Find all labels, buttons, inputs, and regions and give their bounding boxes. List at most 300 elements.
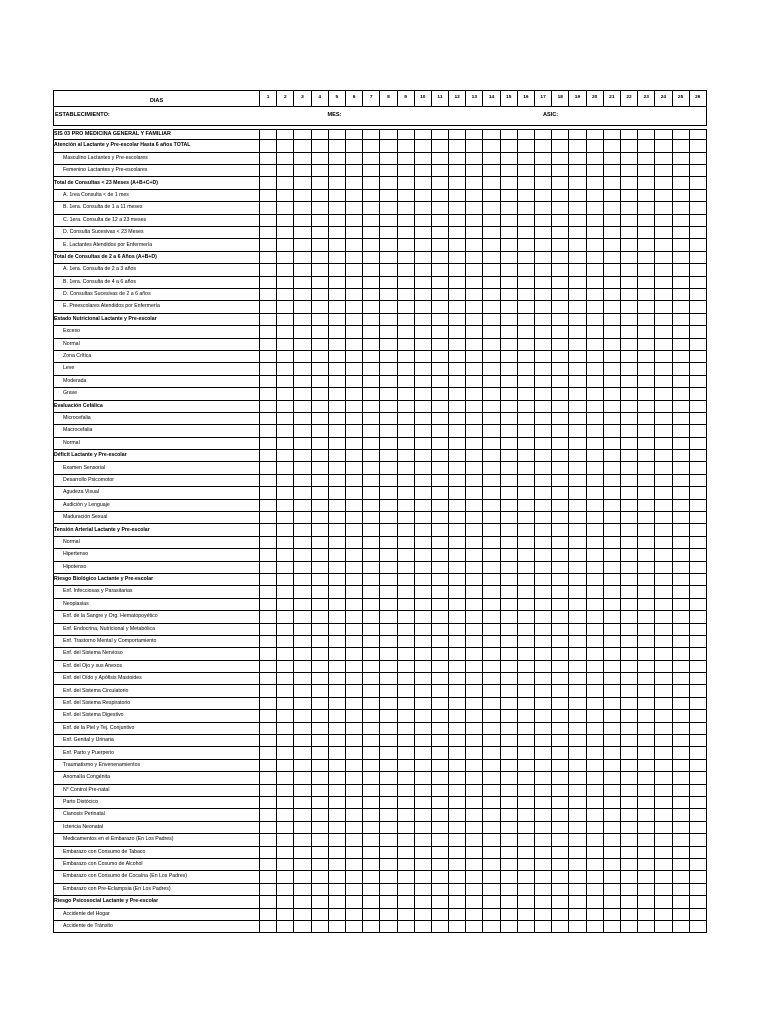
tally-cell[interactable] [586, 747, 603, 759]
tally-cell[interactable] [620, 623, 637, 635]
tally-cell[interactable] [397, 871, 414, 883]
tally-cell[interactable] [483, 400, 500, 412]
tally-cell[interactable] [552, 462, 569, 474]
tally-cell[interactable] [620, 883, 637, 895]
tally-cell[interactable] [586, 759, 603, 771]
tally-cell[interactable] [603, 214, 620, 226]
tally-cell[interactable] [466, 450, 483, 462]
tally-cell[interactable] [414, 276, 431, 288]
tally-cell[interactable] [655, 809, 672, 821]
tally-cell[interactable] [414, 920, 431, 932]
tally-cell[interactable] [552, 536, 569, 548]
tally-cell[interactable] [260, 239, 277, 251]
tally-cell[interactable] [311, 152, 328, 164]
tally-cell[interactable] [603, 313, 620, 325]
tally-cell[interactable] [672, 697, 689, 709]
tally-cell[interactable] [345, 648, 362, 660]
tally-cell[interactable] [655, 623, 672, 635]
tally-cell[interactable] [397, 165, 414, 177]
tally-cell[interactable] [431, 152, 448, 164]
tally-cell[interactable] [620, 685, 637, 697]
tally-cell[interactable] [535, 499, 552, 511]
tally-cell[interactable] [311, 896, 328, 908]
tally-cell[interactable] [380, 871, 397, 883]
tally-cell[interactable] [431, 549, 448, 561]
tally-cell[interactable] [569, 425, 586, 437]
tally-cell[interactable] [603, 524, 620, 536]
tally-cell[interactable] [466, 301, 483, 313]
tally-cell[interactable] [363, 561, 380, 573]
tally-cell[interactable] [517, 635, 534, 647]
tally-cell[interactable] [345, 450, 362, 462]
tally-cell[interactable] [603, 920, 620, 932]
tally-cell[interactable] [260, 586, 277, 598]
tally-cell[interactable] [311, 821, 328, 833]
tally-cell[interactable] [535, 450, 552, 462]
tally-cell[interactable] [483, 685, 500, 697]
tally-cell[interactable] [689, 152, 706, 164]
tally-cell[interactable] [672, 722, 689, 734]
tally-cell[interactable] [552, 759, 569, 771]
tally-cell[interactable] [363, 524, 380, 536]
tally-cell[interactable] [328, 858, 345, 870]
tally-cell[interactable] [277, 177, 294, 189]
tally-cell[interactable] [620, 412, 637, 424]
tally-cell[interactable] [397, 896, 414, 908]
tally-cell[interactable] [294, 350, 311, 362]
tally-cell[interactable] [397, 858, 414, 870]
tally-cell[interactable] [449, 499, 466, 511]
tally-cell[interactable] [431, 797, 448, 809]
tally-cell[interactable] [397, 648, 414, 660]
tally-cell[interactable] [260, 313, 277, 325]
tally-cell[interactable] [363, 660, 380, 672]
tally-cell[interactable] [620, 450, 637, 462]
tally-cell[interactable] [345, 549, 362, 561]
tally-cell[interactable] [500, 214, 517, 226]
tally-cell[interactable] [414, 883, 431, 895]
tally-cell[interactable] [466, 660, 483, 672]
tally-cell[interactable] [449, 759, 466, 771]
tally-cell[interactable] [586, 363, 603, 375]
tally-cell[interactable] [535, 487, 552, 499]
tally-cell[interactable] [586, 896, 603, 908]
tally-cell[interactable] [552, 858, 569, 870]
tally-cell[interactable] [345, 660, 362, 672]
tally-cell[interactable] [517, 350, 534, 362]
tally-cell[interactable] [603, 165, 620, 177]
tally-cell[interactable] [466, 189, 483, 201]
tally-cell[interactable] [466, 437, 483, 449]
tally-cell[interactable] [500, 363, 517, 375]
tally-cell[interactable] [414, 896, 431, 908]
tally-cell[interactable] [517, 363, 534, 375]
tally-cell[interactable] [655, 437, 672, 449]
tally-cell[interactable] [363, 858, 380, 870]
tally-cell[interactable] [277, 214, 294, 226]
tally-cell[interactable] [294, 214, 311, 226]
tally-cell[interactable] [655, 425, 672, 437]
tally-cell[interactable] [586, 152, 603, 164]
tally-cell[interactable] [569, 450, 586, 462]
tally-cell[interactable] [311, 697, 328, 709]
tally-cell[interactable] [431, 474, 448, 486]
tally-cell[interactable] [517, 920, 534, 932]
tally-cell[interactable] [466, 400, 483, 412]
tally-cell[interactable] [603, 846, 620, 858]
tally-cell[interactable] [620, 264, 637, 276]
tally-cell[interactable] [500, 152, 517, 164]
tally-cell[interactable] [620, 747, 637, 759]
tally-cell[interactable] [397, 685, 414, 697]
tally-cell[interactable] [569, 388, 586, 400]
tally-cell[interactable] [483, 920, 500, 932]
tally-cell[interactable] [363, 202, 380, 214]
tally-cell[interactable] [294, 375, 311, 387]
tally-cell[interactable] [483, 549, 500, 561]
tally-cell[interactable] [500, 177, 517, 189]
tally-cell[interactable] [689, 883, 706, 895]
tally-cell[interactable] [431, 735, 448, 747]
tally-cell[interactable] [552, 673, 569, 685]
tally-cell[interactable] [483, 536, 500, 548]
tally-cell[interactable] [483, 474, 500, 486]
tally-cell[interactable] [466, 598, 483, 610]
tally-cell[interactable] [260, 338, 277, 350]
tally-cell[interactable] [449, 821, 466, 833]
tally-cell[interactable] [638, 239, 655, 251]
tally-cell[interactable] [535, 524, 552, 536]
tally-cell[interactable] [535, 214, 552, 226]
tally-cell[interactable] [363, 288, 380, 300]
tally-cell[interactable] [311, 177, 328, 189]
tally-cell[interactable] [517, 846, 534, 858]
tally-cell[interactable] [277, 896, 294, 908]
tally-cell[interactable] [466, 685, 483, 697]
tally-cell[interactable] [620, 313, 637, 325]
tally-cell[interactable] [655, 462, 672, 474]
tally-cell[interactable] [260, 499, 277, 511]
tally-cell[interactable] [466, 896, 483, 908]
tally-cell[interactable] [363, 673, 380, 685]
tally-cell[interactable] [449, 772, 466, 784]
tally-cell[interactable] [328, 710, 345, 722]
tally-cell[interactable] [552, 499, 569, 511]
tally-cell[interactable] [311, 400, 328, 412]
tally-cell[interactable] [535, 673, 552, 685]
tally-cell[interactable] [517, 313, 534, 325]
tally-cell[interactable] [603, 512, 620, 524]
tally-cell[interactable] [569, 846, 586, 858]
tally-cell[interactable] [449, 462, 466, 474]
tally-cell[interactable] [431, 251, 448, 263]
tally-cell[interactable] [328, 202, 345, 214]
establecimiento-field[interactable] [54, 107, 260, 126]
tally-cell[interactable] [397, 635, 414, 647]
tally-cell[interactable] [483, 313, 500, 325]
tally-cell[interactable] [380, 338, 397, 350]
tally-cell[interactable] [380, 759, 397, 771]
tally-cell[interactable] [672, 834, 689, 846]
tally-cell[interactable] [311, 425, 328, 437]
tally-cell[interactable] [535, 660, 552, 672]
tally-cell[interactable] [363, 635, 380, 647]
tally-cell[interactable] [689, 202, 706, 214]
tally-cell[interactable] [260, 301, 277, 313]
tally-cell[interactable] [397, 920, 414, 932]
tally-cell[interactable] [603, 536, 620, 548]
tally-cell[interactable] [586, 388, 603, 400]
tally-cell[interactable] [517, 573, 534, 585]
tally-cell[interactable] [483, 821, 500, 833]
tally-cell[interactable] [638, 834, 655, 846]
tally-cell[interactable] [655, 474, 672, 486]
tally-cell[interactable] [672, 487, 689, 499]
tally-cell[interactable] [569, 313, 586, 325]
tally-cell[interactable] [260, 264, 277, 276]
tally-cell[interactable] [552, 437, 569, 449]
tally-cell[interactable] [655, 276, 672, 288]
tally-cell[interactable] [414, 871, 431, 883]
tally-cell[interactable] [689, 623, 706, 635]
tally-cell[interactable] [277, 797, 294, 809]
tally-cell[interactable] [260, 635, 277, 647]
tally-cell[interactable] [569, 561, 586, 573]
tally-cell[interactable] [620, 276, 637, 288]
tally-cell[interactable] [414, 437, 431, 449]
tally-cell[interactable] [277, 648, 294, 660]
tally-cell[interactable] [655, 499, 672, 511]
tally-cell[interactable] [311, 462, 328, 474]
tally-cell[interactable] [535, 735, 552, 747]
tally-cell[interactable] [294, 437, 311, 449]
tally-cell[interactable] [431, 363, 448, 375]
tally-cell[interactable] [414, 400, 431, 412]
tally-cell[interactable] [363, 747, 380, 759]
tally-cell[interactable] [552, 363, 569, 375]
tally-cell[interactable] [363, 375, 380, 387]
tally-cell[interactable] [380, 375, 397, 387]
tally-cell[interactable] [535, 858, 552, 870]
tally-cell[interactable] [414, 412, 431, 424]
tally-cell[interactable] [672, 883, 689, 895]
tally-cell[interactable] [328, 462, 345, 474]
tally-cell[interactable] [517, 623, 534, 635]
tally-cell[interactable] [466, 784, 483, 796]
tally-cell[interactable] [689, 177, 706, 189]
tally-cell[interactable] [466, 759, 483, 771]
tally-cell[interactable] [552, 648, 569, 660]
tally-cell[interactable] [414, 846, 431, 858]
tally-cell[interactable] [277, 388, 294, 400]
tally-cell[interactable] [483, 363, 500, 375]
tally-cell[interactable] [483, 896, 500, 908]
tally-cell[interactable] [586, 177, 603, 189]
tally-cell[interactable] [517, 710, 534, 722]
tally-cell[interactable] [260, 487, 277, 499]
tally-cell[interactable] [277, 276, 294, 288]
tally-cell[interactable] [294, 635, 311, 647]
tally-cell[interactable] [363, 227, 380, 239]
tally-cell[interactable] [638, 697, 655, 709]
tally-cell[interactable] [397, 152, 414, 164]
tally-cell[interactable] [449, 586, 466, 598]
tally-cell[interactable] [517, 462, 534, 474]
tally-cell[interactable] [380, 635, 397, 647]
tally-cell[interactable] [431, 425, 448, 437]
tally-cell[interactable] [311, 140, 328, 152]
tally-cell[interactable] [414, 227, 431, 239]
tally-cell[interactable] [431, 450, 448, 462]
tally-cell[interactable] [620, 797, 637, 809]
tally-cell[interactable] [431, 747, 448, 759]
tally-cell[interactable] [277, 809, 294, 821]
tally-cell[interactable] [380, 227, 397, 239]
tally-cell[interactable] [414, 239, 431, 251]
tally-cell[interactable] [655, 660, 672, 672]
tally-cell[interactable] [294, 227, 311, 239]
tally-cell[interactable] [397, 363, 414, 375]
tally-cell[interactable] [655, 363, 672, 375]
tally-cell[interactable] [552, 375, 569, 387]
tally-cell[interactable] [294, 152, 311, 164]
tally-cell[interactable] [431, 896, 448, 908]
tally-cell[interactable] [345, 697, 362, 709]
tally-cell[interactable] [277, 772, 294, 784]
tally-cell[interactable] [672, 251, 689, 263]
tally-cell[interactable] [638, 747, 655, 759]
tally-cell[interactable] [603, 772, 620, 784]
tally-cell[interactable] [586, 784, 603, 796]
tally-cell[interactable] [535, 288, 552, 300]
tally-cell[interactable] [294, 797, 311, 809]
tally-cell[interactable] [466, 375, 483, 387]
tally-cell[interactable] [638, 474, 655, 486]
tally-cell[interactable] [397, 673, 414, 685]
tally-cell[interactable] [363, 685, 380, 697]
tally-cell[interactable] [655, 561, 672, 573]
tally-cell[interactable] [655, 797, 672, 809]
tally-cell[interactable] [414, 697, 431, 709]
tally-cell[interactable] [638, 573, 655, 585]
tally-cell[interactable] [620, 598, 637, 610]
tally-cell[interactable] [517, 276, 534, 288]
tally-cell[interactable] [328, 152, 345, 164]
tally-cell[interactable] [586, 834, 603, 846]
tally-cell[interactable] [311, 673, 328, 685]
tally-cell[interactable] [569, 772, 586, 784]
tally-cell[interactable] [689, 858, 706, 870]
tally-cell[interactable] [414, 524, 431, 536]
tally-cell[interactable] [500, 735, 517, 747]
tally-cell[interactable] [535, 797, 552, 809]
tally-cell[interactable] [620, 573, 637, 585]
tally-cell[interactable] [569, 673, 586, 685]
tally-cell[interactable] [260, 251, 277, 263]
tally-cell[interactable] [294, 251, 311, 263]
tally-cell[interactable] [431, 338, 448, 350]
tally-cell[interactable] [449, 425, 466, 437]
tally-cell[interactable] [672, 301, 689, 313]
tally-cell[interactable] [414, 140, 431, 152]
tally-cell[interactable] [380, 809, 397, 821]
tally-cell[interactable] [620, 611, 637, 623]
tally-cell[interactable] [328, 735, 345, 747]
tally-cell[interactable] [535, 152, 552, 164]
tally-cell[interactable] [535, 871, 552, 883]
tally-cell[interactable] [500, 499, 517, 511]
tally-cell[interactable] [638, 264, 655, 276]
tally-cell[interactable] [397, 487, 414, 499]
tally-cell[interactable] [260, 561, 277, 573]
tally-cell[interactable] [363, 871, 380, 883]
tally-cell[interactable] [466, 326, 483, 338]
tally-cell[interactable] [397, 611, 414, 623]
tally-cell[interactable] [535, 722, 552, 734]
tally-cell[interactable] [363, 722, 380, 734]
tally-cell[interactable] [620, 648, 637, 660]
tally-cell[interactable] [620, 227, 637, 239]
tally-cell[interactable] [363, 759, 380, 771]
tally-cell[interactable] [397, 474, 414, 486]
tally-cell[interactable] [500, 784, 517, 796]
tally-cell[interactable] [414, 685, 431, 697]
tally-cell[interactable] [672, 784, 689, 796]
tally-cell[interactable] [569, 920, 586, 932]
tally-cell[interactable] [483, 871, 500, 883]
tally-cell[interactable] [328, 673, 345, 685]
tally-cell[interactable] [672, 685, 689, 697]
tally-cell[interactable] [655, 450, 672, 462]
tally-cell[interactable] [431, 598, 448, 610]
tally-cell[interactable] [672, 189, 689, 201]
tally-cell[interactable] [363, 908, 380, 920]
tally-cell[interactable] [363, 214, 380, 226]
tally-cell[interactable] [638, 809, 655, 821]
tally-cell[interactable] [277, 821, 294, 833]
tally-cell[interactable] [449, 326, 466, 338]
tally-cell[interactable] [569, 487, 586, 499]
tally-cell[interactable] [449, 512, 466, 524]
tally-cell[interactable] [483, 524, 500, 536]
tally-cell[interactable] [552, 512, 569, 524]
tally-cell[interactable] [277, 710, 294, 722]
tally-cell[interactable] [603, 648, 620, 660]
tally-cell[interactable] [363, 623, 380, 635]
tally-cell[interactable] [311, 920, 328, 932]
tally-cell[interactable] [260, 512, 277, 524]
tally-cell[interactable] [483, 834, 500, 846]
tally-cell[interactable] [689, 363, 706, 375]
tally-cell[interactable] [638, 140, 655, 152]
tally-cell[interactable] [689, 524, 706, 536]
tally-cell[interactable] [500, 437, 517, 449]
tally-cell[interactable] [380, 499, 397, 511]
tally-cell[interactable] [569, 165, 586, 177]
tally-cell[interactable] [552, 425, 569, 437]
tally-cell[interactable] [500, 809, 517, 821]
tally-cell[interactable] [449, 412, 466, 424]
tally-cell[interactable] [689, 487, 706, 499]
tally-cell[interactable] [294, 821, 311, 833]
tally-cell[interactable] [535, 598, 552, 610]
tally-cell[interactable] [620, 920, 637, 932]
tally-cell[interactable] [672, 165, 689, 177]
tally-cell[interactable] [655, 920, 672, 932]
tally-cell[interactable] [260, 858, 277, 870]
tally-cell[interactable] [380, 363, 397, 375]
tally-cell[interactable] [277, 152, 294, 164]
